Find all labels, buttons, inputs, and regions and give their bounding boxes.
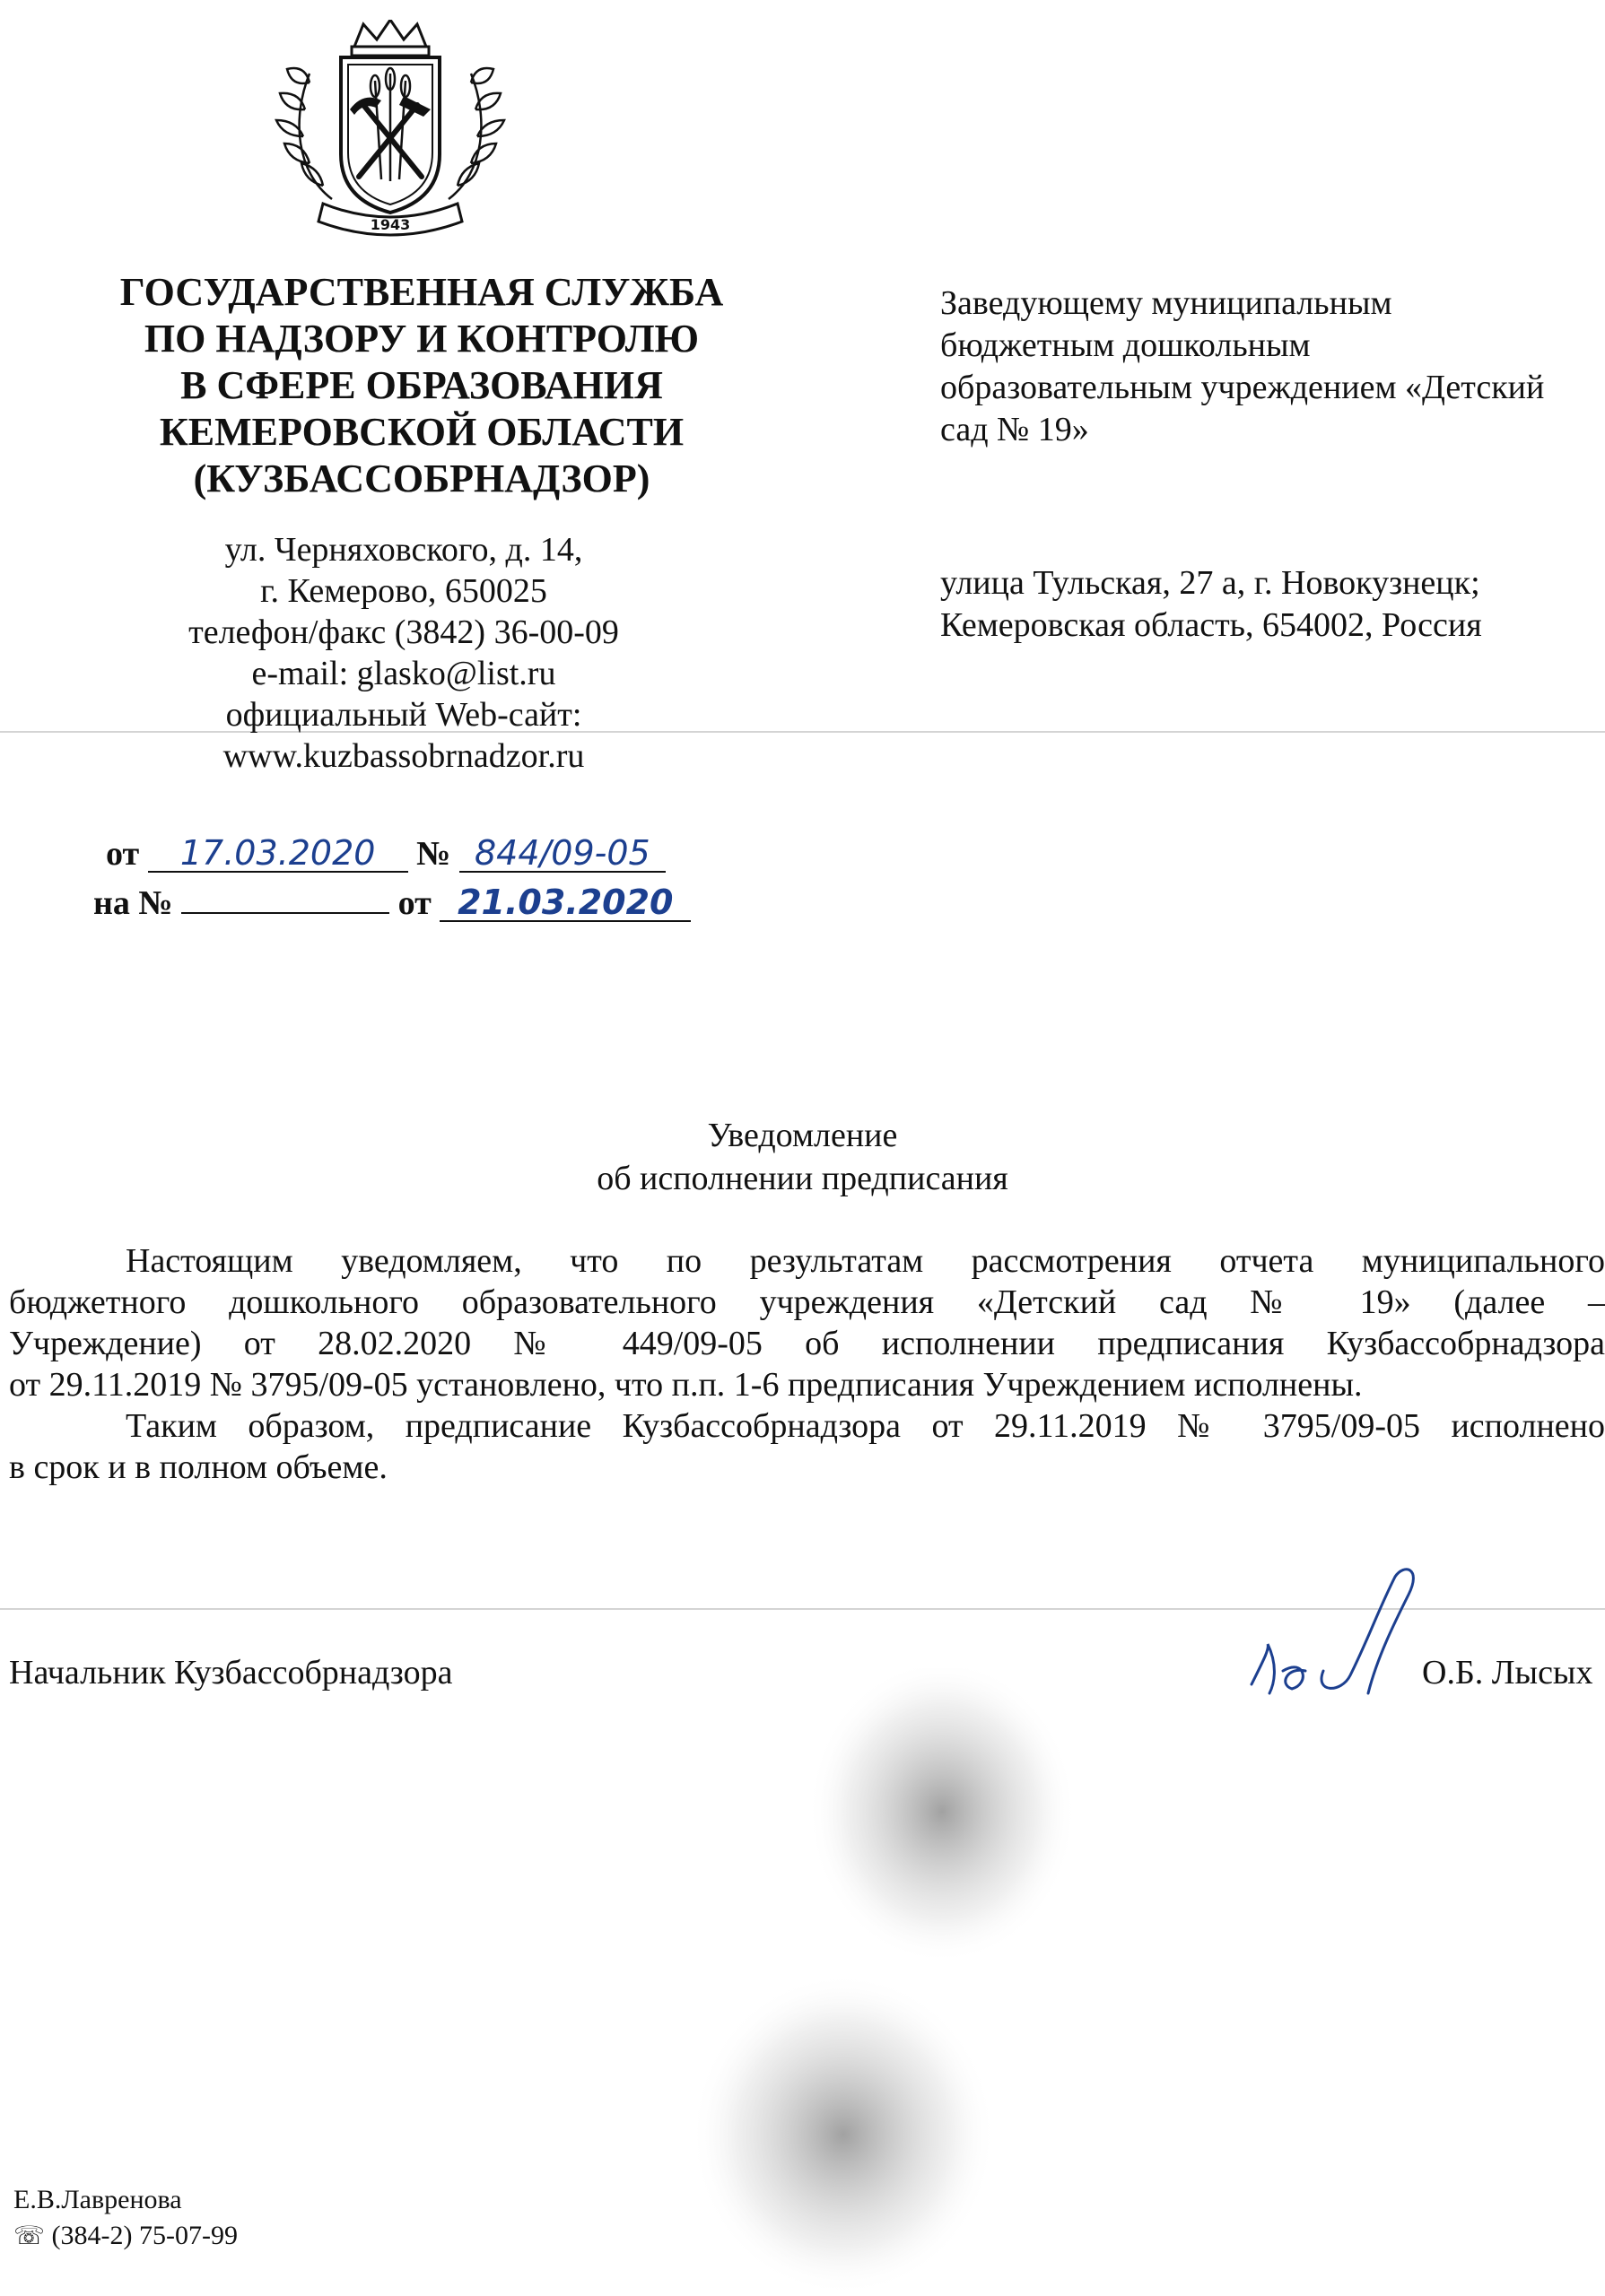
reg-from-date: 17.03.2020 (148, 835, 408, 873)
contact-email[interactable]: e-mail: glasko@list.ru (251, 655, 556, 692)
telephone-icon: ☏ (13, 2221, 46, 2250)
org-name-line: ГОСУДАРСТВЕННАЯ СЛУЖБА (119, 270, 724, 314)
scan-smudge (682, 1668, 1148, 2296)
reg-reply-date: 21.03.2020 (440, 884, 691, 922)
executor-block (13, 2182, 238, 2254)
signatory-position: Начальник Кузбассобрнадзора (9, 1654, 453, 1692)
coat-of-arms-emblem (269, 20, 511, 248)
addressee-address (940, 562, 1604, 647)
body-p2-line1: Таким образом, предписание Кузбассобрнадзора от 29.11.2019 № 3795/09-05 исполнено (126, 1407, 1605, 1445)
signatory-name: О.Б. Лысых (1422, 1654, 1593, 1692)
addressee-address-line: Кемеровская область, 654002, Россия (940, 606, 1482, 644)
addressee-block (940, 283, 1604, 451)
body-p1-line1: Настоящим уведомляем, что по результатам рассмотрения отчета муниципального (126, 1242, 1605, 1280)
organization-name (72, 269, 772, 502)
executor-phone-line (13, 2218, 238, 2254)
body-p1-line4: от 29.11.2019 № 3795/09-05 установлено, что п.п. 1-6 предписания Учреждением исполнены. (9, 1366, 1363, 1404)
reg-reply-from-label: от (397, 884, 432, 922)
contact-website-url[interactable]: www.kuzbassobrnadzor.ru (222, 737, 585, 775)
document-body (9, 1240, 1605, 1488)
addressee-address-line: улица Тульская, 27 а, г. Новокузнецк; (940, 564, 1480, 602)
contact-website-label: официальный Web-сайт: (225, 696, 582, 734)
document-title-line2: об исполнении предписания (597, 1160, 1008, 1197)
registration-line-outgoing (106, 834, 666, 874)
registration-line-reply (93, 883, 691, 923)
addressee-line: сад № 19» (940, 411, 1089, 448)
org-name-line: В СФЕРЕ ОБРАЗОВАНИЯ (180, 363, 663, 407)
addressee-line: Заведующему муниципальным (940, 284, 1392, 322)
body-p1-line3: Учреждение) от 28.02.2020 № 449/09-05 об исполнении предписания Кузбассобрнадзора (9, 1325, 1605, 1362)
reg-number-label: № (416, 835, 451, 873)
org-name-line: (КУЗБАССОБРНАДЗОР) (193, 457, 650, 500)
document-title (0, 1114, 1605, 1200)
reg-number: 844/09-05 (459, 835, 666, 873)
reg-reply-number (181, 912, 389, 914)
organization-contacts (108, 529, 700, 777)
contact-address-city: г. Кемерово, 650025 (260, 572, 547, 610)
addressee-line: бюджетным дошкольным (940, 326, 1311, 364)
org-name-line: ПО НАДЗОРУ И КОНТРОЛЮ (144, 317, 700, 361)
executor-phone: (384-2) 75-07-99 (51, 2221, 238, 2250)
reg-from-label: от (106, 835, 140, 873)
contact-address-street: ул. Черняховского, д. 14, (224, 531, 583, 569)
body-p2-line2: в срок и в полном объеме. (9, 1448, 388, 1486)
reg-reply-label: на № (93, 884, 173, 922)
org-name-line: КЕМЕРОВСКОЙ ОБЛАСТИ (159, 410, 685, 454)
crest-ribbon-year: 1943 (370, 216, 411, 233)
contact-phone-fax: телефон/факс (3842) 36-00-09 (188, 613, 619, 651)
executor-name: Е.В.Лавренова (13, 2185, 182, 2214)
addressee-line: образовательным учреждением «Детский (940, 369, 1545, 406)
document-title-line1: Уведомление (707, 1117, 898, 1154)
body-p1-line2: бюджетного дошкольного образовательного учреждения «Детский сад № 19» (далее – (9, 1283, 1605, 1321)
